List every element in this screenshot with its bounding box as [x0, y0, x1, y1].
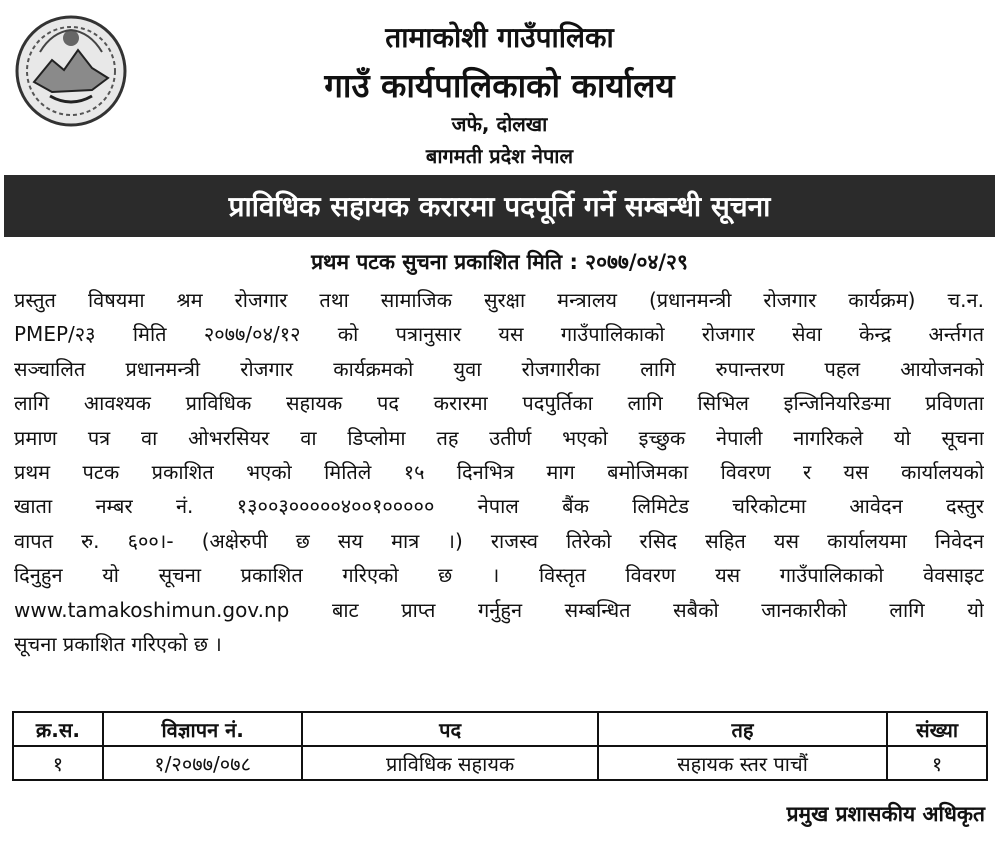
publication-date: प्रथम पटक सुचना प्रकाशित मिति : २०७७/०४/२९	[311, 250, 688, 274]
body-line: PMEP/२३ मिति २०७७/०४/१२ को पत्रानुसार यस गाउँपालिकाको रोजगार सेवा केन्द्र अर्न्तगत	[14, 322, 984, 347]
table-row	[13, 746, 987, 780]
col-header-count: संख्या	[887, 712, 987, 746]
body-line-with-website-link: www.tamakoshimun.gov.np बाट प्राप्त गर्नुहुन सम्बन्धित सबैको जानकारीको लागि यो	[14, 597, 984, 622]
cell-post: प्राविधिक सहायक	[302, 746, 597, 780]
cell-count: १	[887, 746, 987, 780]
body-line: लागि आवश्यक प्राविधिक सहायक पद करारमा पदपुर्तिका लागि सिभिल इन्जिनियरिङमा प्रविणता	[14, 391, 984, 416]
body-line: वापत रु. ६००।- (अक्षेरुपी छ सय मात्र ।) राजस्व तिरेको रसिद सहित यस कार्यालयमा निवेदन	[14, 528, 984, 553]
body-line: खाता नम्बर नं. १३००३०००००४००१००००० नेपाल बैंक लिमिटेड चरिकोटमा आवेदन दस्तुर	[14, 494, 984, 519]
office-address: जफे, दोलखा	[451, 112, 548, 136]
cell-advert-no: १/२०७७/०७८	[103, 746, 303, 780]
vacancy-table	[12, 711, 988, 781]
notice-title: प्राविधिक सहायक करारमा पदपूर्ति गर्ने सम्बन्धी सूचना	[228, 190, 771, 223]
col-header-advert-no: विज्ञापन नं.	[103, 712, 303, 746]
municipality-name: तामाकोशी गाउँपालिका	[385, 21, 614, 54]
table-header-row	[13, 712, 987, 746]
col-header-post: पद	[302, 712, 597, 746]
body-line: दिनुहुन यो सूचना प्रकाशित गरिएको छ । विस्तृत विवरण यस गाउँपालिकाको वेवसाइट	[14, 563, 984, 588]
body-line: प्रथम पटक प्रकाशित भएको मितिले १५ दिनभित्र माग बमोजिमका विवरण र यस कार्यालयको	[14, 460, 984, 485]
body-line: प्रस्तुत विषयमा श्रम रोजगार तथा सामाजिक सुरक्षा मन्त्रालय (प्रधानमन्त्री रोजगार कार्यक्रम) च.न.	[14, 288, 984, 312]
body-line: सूचना प्रकाशित गरिएको छ ।	[14, 632, 222, 657]
office-name: गाउँ कार्यपालिकाको कार्यालय	[324, 66, 675, 105]
notice-title-bar	[4, 175, 995, 237]
col-header-serial: क्र.स.	[13, 712, 103, 746]
province-country: बागमती प्रदेश नेपाल	[425, 144, 574, 168]
body-line: सञ्चालित प्रधानमन्त्री रोजगार कार्यक्रमको युवा रोजगारीका लागि रुपान्तरण पहल आयोजनको	[14, 356, 984, 381]
col-header-level: तह	[598, 712, 887, 746]
cell-serial: १	[13, 746, 103, 780]
cell-level: सहायक स्तर पाचौं	[598, 746, 887, 780]
body-line: प्रमाण पत्र वा ओभरसियर वा डिप्लोमा तह उतीर्ण भएको इच्छुक नेपाली नागरिकले यो सूचना	[14, 425, 984, 450]
notice-body	[14, 283, 984, 661]
signatory-title: प्रमुख प्रशासकीय अधिकृत	[786, 802, 985, 826]
